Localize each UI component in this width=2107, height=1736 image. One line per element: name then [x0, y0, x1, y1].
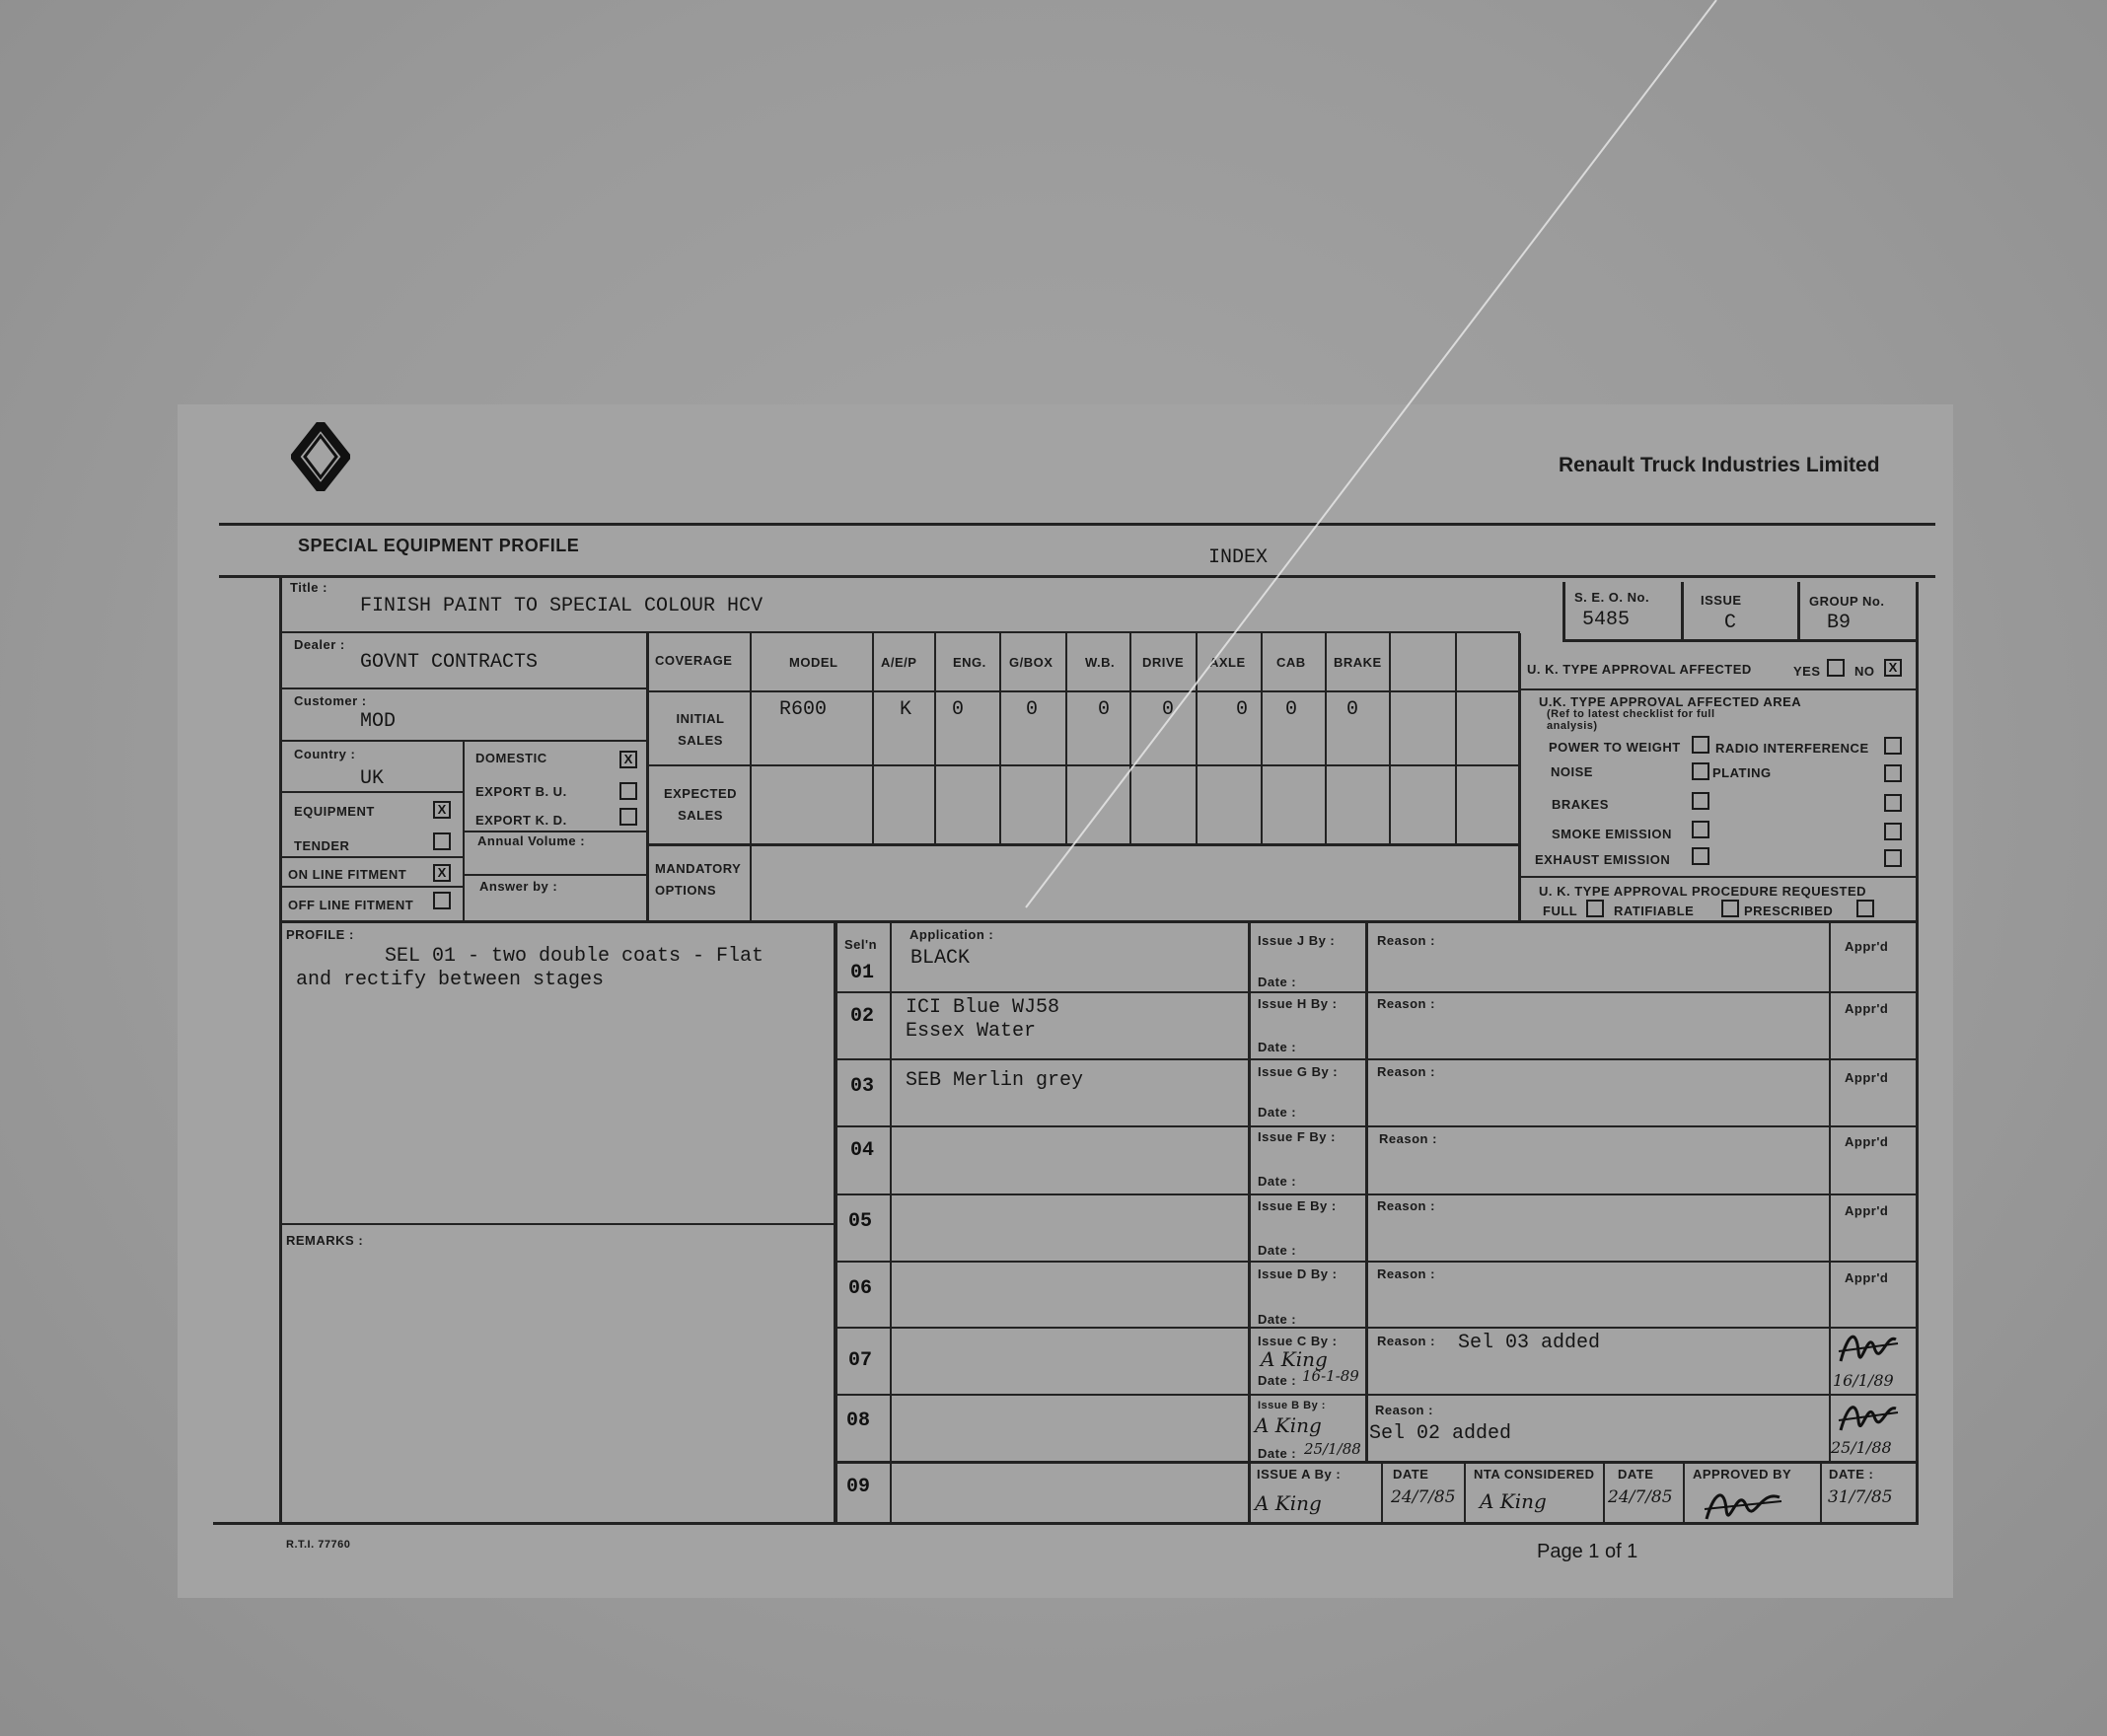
issue-c-reason-label: Reason :: [1377, 1334, 1435, 1348]
issue-h-date-label: Date :: [1258, 1040, 1297, 1054]
sel-no-04: 04: [850, 1139, 875, 1162]
issue-c-date-label: Date :: [1258, 1373, 1297, 1388]
country-value: UK: [360, 767, 385, 790]
issue-c-by-label: Issue C By :: [1258, 1334, 1338, 1348]
initial-model: R600: [779, 698, 828, 721]
issue-b-reason-label: Reason :: [1375, 1403, 1433, 1417]
issue-a-date: 24/7/85: [1391, 1487, 1456, 1507]
header-eng: ENG.: [953, 655, 986, 670]
header-drive: DRIVE: [1142, 655, 1185, 670]
off-line-fitment-label: OFF LINE FITMENT: [288, 898, 414, 912]
issue-a-nta-signature: A King: [1480, 1489, 1547, 1513]
equipment-label: EQUIPMENT: [294, 804, 375, 819]
mandatory-options-label: MANDATORY OPTIONS: [655, 861, 742, 898]
header-coverage: COVERAGE: [655, 653, 733, 668]
issue-h-apprd-label: Appr'd: [1845, 1001, 1889, 1016]
group-label: GROUP No.: [1809, 594, 1885, 609]
annual-volume-label: Annual Volume :: [477, 833, 586, 848]
customer-label: Customer :: [294, 693, 367, 708]
issue-a-date2-label: DATE: [1618, 1467, 1654, 1482]
issue-b-date: 25/1/88: [1304, 1440, 1361, 1458]
sel-no-03: 03: [850, 1075, 875, 1098]
issue-a-nta-label: NTA CONSIDERED: [1474, 1467, 1595, 1482]
index-label: INDEX: [1208, 546, 1269, 569]
issue-j-reason-label: Reason :: [1377, 933, 1435, 948]
group-value: B9: [1827, 612, 1852, 634]
application-label: Application :: [909, 927, 994, 942]
on-line-fitment-checkbox[interactable]: X: [433, 864, 451, 882]
issue-a-date3-label: DATE :: [1829, 1467, 1874, 1482]
ta-procedure-label: U. K. TYPE APPROVAL PROCEDURE REQUESTED: [1539, 884, 1867, 899]
company-name: Renault Truck Industries Limited: [1559, 454, 1880, 476]
remarks-label: REMARKS :: [286, 1233, 364, 1248]
issue-f-reason-label: Reason :: [1379, 1131, 1437, 1146]
ta-item-noise: NOISE: [1551, 764, 1593, 779]
sel-no-08: 08: [846, 1410, 871, 1432]
sel-no-01: 01: [850, 962, 875, 984]
issue-g-date-label: Date :: [1258, 1105, 1297, 1120]
issue-a-date3: 31/7/85: [1828, 1487, 1893, 1507]
issue-d-by-label: Issue D By :: [1258, 1266, 1338, 1281]
issue-value: C: [1724, 612, 1737, 634]
issue-b-by-label: Issue B By :: [1258, 1400, 1326, 1411]
country-label: Country :: [294, 747, 356, 761]
ta-item-plating: PLATING: [1712, 765, 1772, 780]
issue-g-by-label: Issue G By :: [1258, 1064, 1339, 1079]
issue-d-date-label: Date :: [1258, 1312, 1297, 1327]
ta-proc-ratifiable: RATIFIABLE: [1614, 904, 1695, 918]
initial-eng: 0: [952, 698, 965, 721]
page-indicator: Page 1 of 1: [1537, 1541, 1638, 1562]
issue-b-apprd-date: 25/1/88: [1831, 1438, 1892, 1457]
initial-wb: 0: [1098, 698, 1111, 721]
ta-no-label: NO: [1854, 664, 1875, 679]
issue-f-apprd-label: Appr'd: [1845, 1134, 1889, 1149]
issue-b-date-label: Date :: [1258, 1446, 1297, 1461]
initial-cab: 0: [1285, 698, 1298, 721]
issue-j-by-label: Issue J By :: [1258, 933, 1336, 948]
title-label: Title :: [290, 580, 327, 595]
ta-item-radio-interference: RADIO INTERFERENCE: [1715, 741, 1869, 756]
ta-yes-label: YES: [1793, 664, 1821, 679]
sel-no-05: 05: [848, 1210, 873, 1233]
header-brake: BRAKE: [1334, 655, 1382, 670]
issue-j-date-label: Date :: [1258, 975, 1297, 989]
sel-no-07: 07: [848, 1349, 873, 1372]
initial-drive: 0: [1162, 698, 1175, 721]
header-cab: CAB: [1276, 655, 1306, 670]
sel-app-02-line2: Essex Water: [906, 1020, 1037, 1043]
dealer-label: Dealer :: [294, 637, 345, 652]
issue-b-by-signature: A King: [1255, 1413, 1322, 1437]
issue-d-reason-label: Reason :: [1377, 1266, 1435, 1281]
seo-label: S. E. O. No.: [1574, 590, 1650, 605]
ta-no-checkbox[interactable]: X: [1884, 659, 1902, 677]
sel-app-03-line1: SEB Merlin grey: [906, 1069, 1084, 1092]
title-value: FINISH PAINT TO SPECIAL COLOUR HCV: [360, 595, 763, 617]
export-kd-label: EXPORT K. D.: [475, 813, 567, 828]
seo-value: 5485: [1582, 609, 1631, 631]
sel-app-01-line1: BLACK: [910, 947, 971, 970]
profile-text-line-2: and rectify between stages: [296, 969, 605, 991]
sel-app-02-line1: ICI Blue WJ58: [906, 996, 1060, 1019]
issue-g-reason-label: Reason :: [1377, 1064, 1435, 1079]
answer-by-label: Answer by :: [479, 879, 558, 894]
header-model: MODEL: [789, 655, 838, 670]
ta-proc-prescribed: PRESCRIBED: [1744, 904, 1834, 918]
header-aep: A/E/P: [881, 655, 917, 670]
issue-a-date-label: DATE: [1393, 1467, 1429, 1482]
form-title: SPECIAL EQUIPMENT PROFILE: [298, 536, 580, 555]
issue-c-date: 16-1-89: [1302, 1367, 1359, 1385]
initial-sales-label: INITIAL SALES: [676, 711, 725, 748]
ta-affected-label: U. K. TYPE APPROVAL AFFECTED: [1527, 662, 1752, 677]
ta-area-label: U.K. TYPE APPROVAL AFFECTED AREA: [1539, 694, 1802, 709]
issue-e-date-label: Date :: [1258, 1243, 1297, 1258]
tender-label: TENDER: [294, 838, 350, 853]
issue-c-by-signature: A King: [1261, 1347, 1328, 1371]
ta-item-smoke-emission: SMOKE EMISSION: [1552, 827, 1672, 841]
issue-b-reason: Sel 02 added: [1369, 1422, 1512, 1445]
issue-a-date2: 24/7/85: [1608, 1487, 1673, 1507]
issue-label: ISSUE: [1701, 593, 1742, 608]
issue-a-by-label: ISSUE A By :: [1257, 1467, 1342, 1482]
domestic-checkbox[interactable]: X: [619, 751, 637, 768]
export-bu-label: EXPORT B. U.: [475, 784, 567, 799]
on-line-fitment-label: ON LINE FITMENT: [288, 867, 407, 882]
form-code: R.T.I. 77760: [286, 1539, 351, 1551]
header-wb: W.B.: [1085, 655, 1116, 670]
ta-area-note: (Ref to latest checklist for full analysis): [1547, 708, 1715, 732]
issue-a-by-signature: A King: [1255, 1491, 1322, 1515]
initial-axle: 0: [1236, 698, 1249, 721]
ta-item-brakes: BRAKES: [1552, 797, 1609, 812]
issue-e-apprd-label: Appr'd: [1845, 1203, 1889, 1218]
equipment-checkbox[interactable]: X: [433, 801, 451, 819]
issue-c-reason: Sel 03 added: [1458, 1332, 1601, 1354]
issue-h-by-label: Issue H By :: [1258, 996, 1338, 1011]
ta-proc-full: FULL: [1543, 904, 1578, 918]
ta-item-exhaust-emission: EXHAUST EMISSION: [1535, 852, 1671, 867]
issue-f-date-label: Date :: [1258, 1174, 1297, 1189]
seln-label: Sel'n: [844, 937, 878, 952]
header-gbox: G/BOX: [1009, 655, 1054, 670]
issue-h-reason-label: Reason :: [1377, 996, 1435, 1011]
sel-no-06: 06: [848, 1277, 873, 1300]
issue-a-approved-label: APPROVED BY: [1693, 1467, 1792, 1482]
issue-j-apprd-label: Appr'd: [1845, 939, 1889, 954]
initial-brake: 0: [1346, 698, 1359, 721]
customer-value: MOD: [360, 710, 397, 733]
sel-no-09: 09: [846, 1476, 871, 1498]
expected-sales-label: EXPECTED SALES: [663, 786, 738, 823]
header-axle: AXLE: [1209, 655, 1246, 670]
sel-no-02: 02: [850, 1005, 875, 1028]
domestic-label: DOMESTIC: [475, 751, 547, 765]
issue-c-apprd-date: 16/1/89: [1833, 1371, 1894, 1390]
issue-e-by-label: Issue E By :: [1258, 1198, 1337, 1213]
profile-label: PROFILE :: [286, 927, 354, 942]
dealer-value: GOVNT CONTRACTS: [360, 651, 539, 674]
issue-e-reason-label: Reason :: [1377, 1198, 1435, 1213]
issue-g-apprd-label: Appr'd: [1845, 1070, 1889, 1085]
initial-gbox: 0: [1026, 698, 1039, 721]
profile-text-line-1: SEL 01 - two double coats - Flat: [385, 945, 764, 968]
ta-item-power-to-weight: POWER TO WEIGHT: [1549, 740, 1681, 755]
issue-d-apprd-label: Appr'd: [1845, 1270, 1889, 1285]
issue-f-by-label: Issue F By :: [1258, 1129, 1336, 1144]
initial-aep: K: [900, 698, 912, 721]
